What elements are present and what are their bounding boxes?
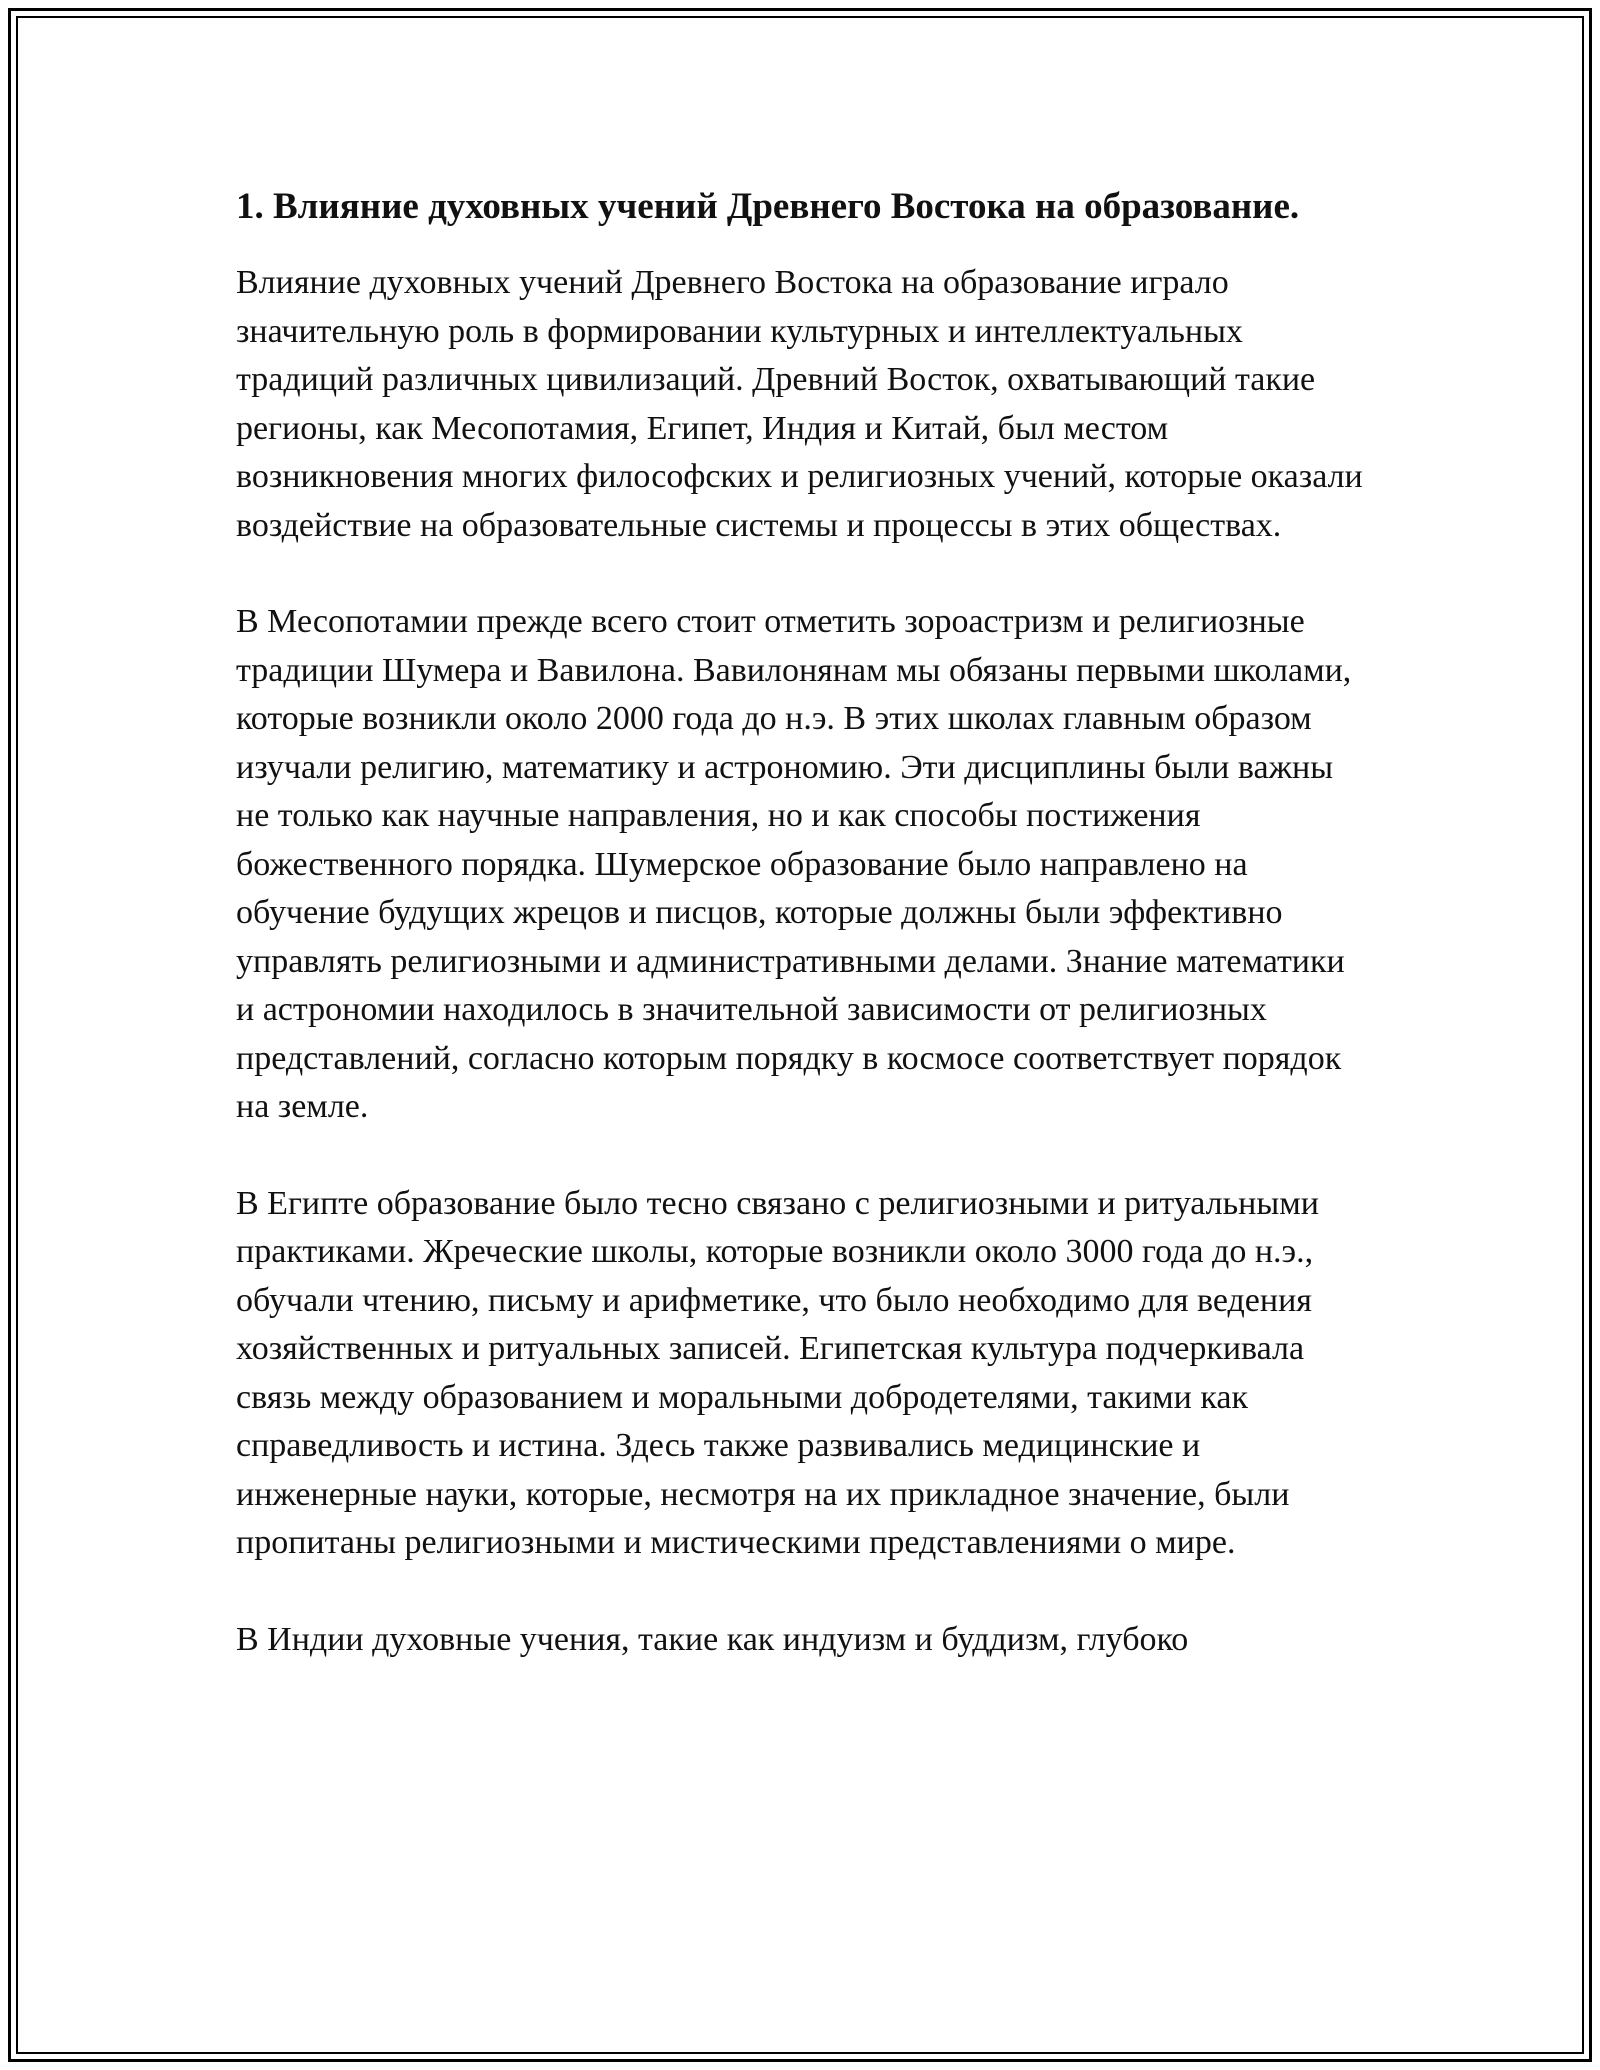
document-body [236,182,1366,1712]
paragraph-egypt: В Египте образование было тесно связано с религиозными и ритуальными практиками. Жреческие школы, которые возникли около 3000 года до н.э., обучали чтению, письму и арифметике, что было необходимо для ведения хозяйственных и ритуальных записей. Египетская культура подчеркивала связь между образованием и моральными добродетелями, такими как справедливость и истина. Здесь также развивались медицинские и инженерные науки, которые, несмотря на их прикладное значение, были пропитаны религиозными и мистическими представлениями о мире. [236,1184,1319,1562]
paragraph-mesopotamia: В Месопотамии прежде всего стоит отметить зороастризм и религиозные традиции Шумера и Вавилона. Вавилонянам мы обязаны первыми школами, которые возникли около 2000 года до н.э. В этих школах главным образом изучали религию, математику и астрономию. Эти дисциплины были важны не только как научные направления, но и как способы постижения божественного порядка. Шумерское образование было направлено на обучение будущих жрецов и писцов, которые должны были эффективно управлять религиозными и административными делами. Знание математики и астрономии находилось в значительной зависимости от религиозных представлений, согласно которым порядку в космосе соответствует порядок на земле. [236,603,1352,1126]
paragraph-india: В Индии духовные учения, такие как индуизм и буддизм, глубоко [236,1620,1189,1658]
section-heading: 1. Влияние духовных учений Древнего Востока на образование. [236,186,1300,227]
paragraph-intro: Влияние духовных учений Древнего Востока на образование играло значительную роль в формировании культурных и интеллектуальных традиций различных цивилизаций. Древний Восток, охватывающий такие регионы, как Месопотамия, Египет, Индия и Китай, был местом возникновения многих философских и религиозных учений, которые оказали воздействие на образовательные системы и процессы в этих обществах. [236,264,1363,544]
